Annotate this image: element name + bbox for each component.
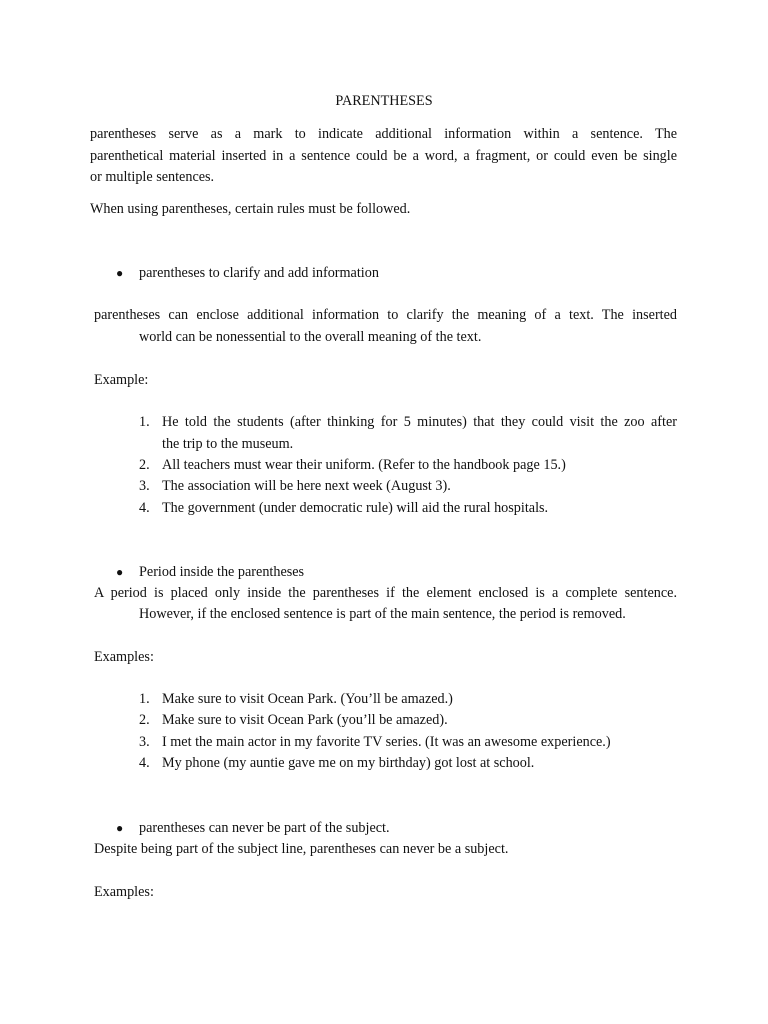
list-item-text: The association will be here next week (August 3). <box>162 478 451 494</box>
list-item-text: Make sure to visit Ocean Park. (You’ll be amazed.) <box>162 691 453 707</box>
rules-line: When using parentheses, certain rules must be followed. <box>90 201 411 217</box>
list-item-number: 3. <box>139 734 150 750</box>
section3-para-line-1: Despite being part of the subject line, parentheses can never be a subject. <box>94 841 509 857</box>
list-item-number: 4. <box>139 500 150 516</box>
section1-heading: parentheses to clarify and add information <box>139 265 379 281</box>
intro-line-3: or multiple sentences. <box>90 169 215 185</box>
intro-line-1: parentheses serve as a mark to indicate additional information within a sentence. The <box>90 126 677 142</box>
list-item-number: 1. <box>139 691 150 707</box>
list-item-text: The government (under democratic rule) will aid the rural hospitals. <box>162 500 549 516</box>
list-item-text-cont: the trip to the museum. <box>162 436 294 452</box>
list-item-text: He told the students (after thinking for 5 minutes) that they could visit the zoo after <box>162 414 677 430</box>
section3-heading: parentheses can never be part of the subject. <box>139 820 390 836</box>
section3-example-label: Examples: <box>94 884 154 900</box>
section1-para-line-2: world can be nonessential to the overall meaning of the text. <box>139 329 482 345</box>
list-item-text: I met the main actor in my favorite TV series. (It was an awesome experience.) <box>162 734 611 750</box>
list-item-number: 2. <box>139 457 150 473</box>
section2-heading: Period inside the parentheses <box>139 564 305 580</box>
list-item-number: 1. <box>139 414 150 430</box>
list-item-number: 3. <box>139 478 150 494</box>
list-item-number: 4. <box>139 755 150 771</box>
section1-para-line-1: parentheses can enclose additional information to clarify the meaning of a text. The inserted <box>94 307 677 323</box>
list-item-number: 2. <box>139 712 150 728</box>
page-title: PARENTHESES <box>335 93 433 109</box>
bullet-icon: ● <box>116 821 124 835</box>
list-item-text: Make sure to visit Ocean Park (you’ll be amazed). <box>162 712 448 728</box>
bullet-icon: ● <box>116 266 124 280</box>
section1-example-label: Example: <box>94 372 149 388</box>
list-item-text: My phone (my auntie gave me on my birthday) got lost at school. <box>162 755 535 771</box>
bullet-icon: ● <box>116 565 124 579</box>
section2-example-label: Examples: <box>94 649 154 665</box>
intro-line-2: parenthetical material inserted in a sentence could be a word, a fragment, or could even be single <box>90 148 677 164</box>
list-item-text: All teachers must wear their uniform. (Refer to the handbook page 15.) <box>162 457 566 473</box>
section2-para-line-1: A period is placed only inside the parentheses if the element enclosed is a complete sentence. <box>94 585 677 601</box>
section2-para-line-2: However, if the enclosed sentence is part of the main sentence, the period is removed. <box>139 606 626 622</box>
